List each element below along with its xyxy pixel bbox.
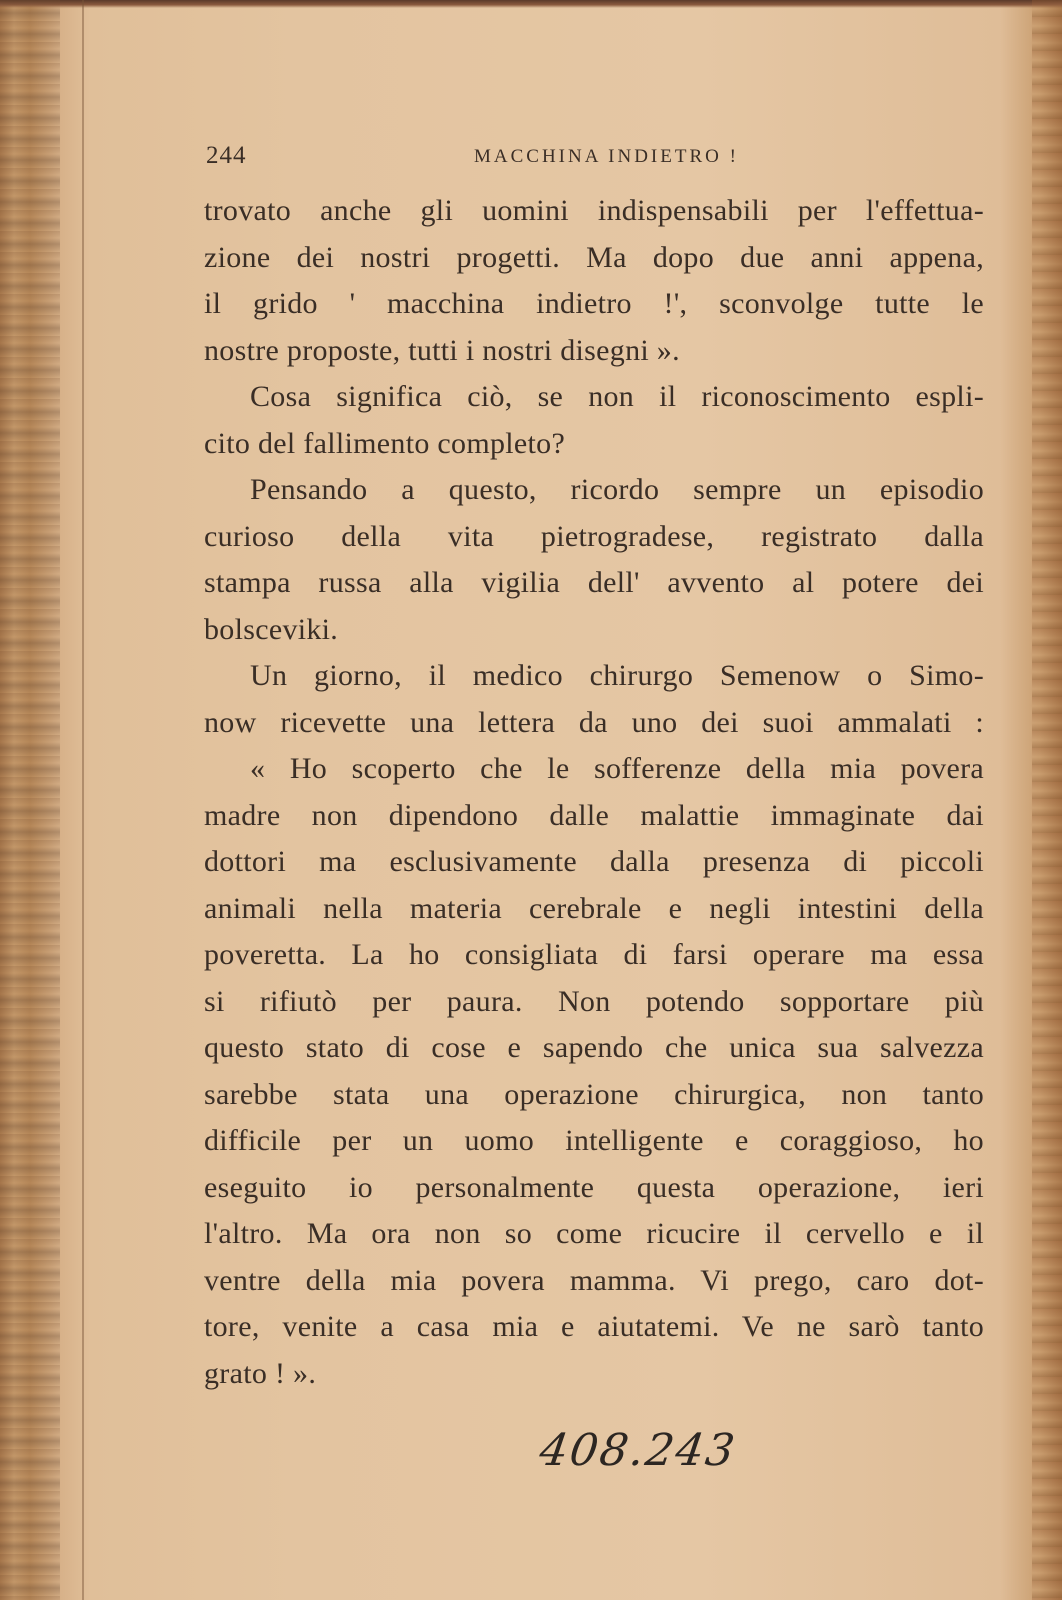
text-line: now ricevette una lettera da uno dei suoi ammalati : [204, 705, 984, 739]
book-binding [0, 0, 60, 1600]
text-line: « Ho scoperto che le sofferenze della mia povera [250, 752, 984, 785]
text-line: tore, venite a casa mia e aiutatemi. Ve ne sarò tanto [204, 1310, 984, 1343]
body-text [204, 188, 984, 1397]
text-line: dottori ma esclusivamente dalla presenza di piccoli [204, 845, 984, 878]
page-number: 244 [206, 142, 247, 169]
text-line: il grido ' macchina indietro !', sconvolge tutte le [204, 287, 984, 320]
text-line: Cosa significa ciò, se non il riconoscimento espli- [250, 380, 984, 413]
text-line: Pensando a questo, ricordo sempre un episodio [250, 473, 984, 506]
text-line: ventre della mia povera mamma. Vi prego, caro dot- [204, 1263, 984, 1297]
text-line: l'altro. Ma ora non so come ricucire il cervello e il [204, 1217, 984, 1250]
page-fold-line [82, 0, 84, 1600]
text-line: madre non dipendono dalle malattie immaginate dai [204, 798, 984, 832]
handwritten-catalog-number: 408.243 [536, 1425, 740, 1476]
text-line: animali nella materia cerebrale e negli intestini della [204, 891, 984, 925]
running-title: MACCHINA INDIETRO ! [474, 146, 739, 167]
text-line: grato ! ». [204, 1356, 317, 1390]
text-line: Un giorno, il medico chirurgo Semenow o Simo- [250, 659, 984, 692]
text-line: eseguito io personalmente questa operazione, ieri [204, 1170, 984, 1204]
text-line: si rifiutò per paura. Non potendo sopportare più [204, 984, 984, 1018]
text-line: sarebbe stata una operazione chirurgica, non tanto [204, 1077, 984, 1111]
text-line: trovato anche gli uomini indispensabili per l'effettua- [204, 194, 984, 227]
text-line: curioso della vita pietrogradese, registrato dalla [204, 519, 984, 553]
text-line: poveretta. La ho consigliata di farsi operare ma essa [204, 938, 984, 971]
text-line: zione dei nostri progetti. Ma dopo due anni appena, [204, 240, 984, 274]
text-line: difficile per un uomo intelligente e coraggioso, ho [204, 1124, 984, 1157]
page-content [204, 134, 984, 1397]
running-head [204, 134, 984, 174]
text-line: bolsceviki. [204, 612, 339, 646]
text-line: stampa russa alla vigilia dell' avvento al potere dei [204, 566, 984, 599]
text-line: questo stato di cose e sapendo che unica sua salvezza [204, 1031, 984, 1064]
page-right-edge [1032, 0, 1062, 1600]
text-line: cito del fallimento completo? [204, 426, 566, 460]
page-top-edge [0, 0, 1062, 8]
text-line: nostre proposte, tutti i nostri disegni ». [204, 333, 680, 367]
